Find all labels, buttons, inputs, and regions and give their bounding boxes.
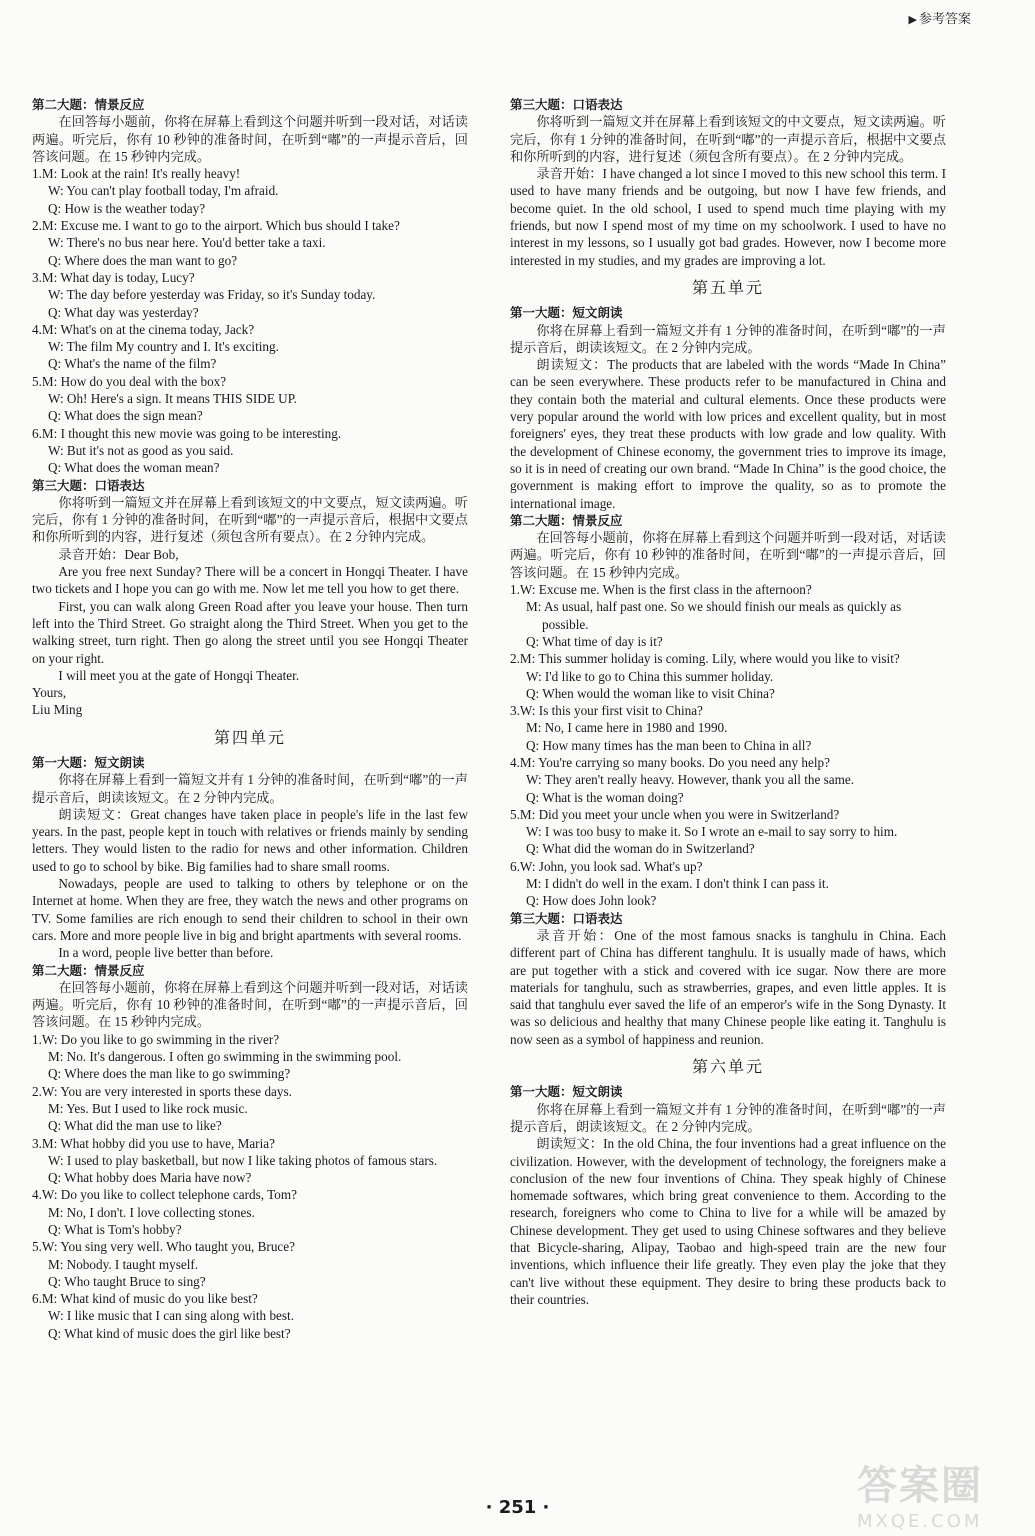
dialogue-line: 5.M: Did you meet your uncle when you were in Switzerland? xyxy=(510,806,840,822)
dialogue-line: 2.M: Excuse me. I want to go to the airport. Which bus should I take? xyxy=(32,218,400,234)
dialogue-line: 4.M: What's on at the cinema today, Jack? xyxy=(32,321,255,337)
dialogue-line: 4.M: You're carrying so many books. Do you need any help? xyxy=(510,754,830,770)
paragraph: 录音开始：I have changed a lot since I moved to this new school this term. I used to have many friends and be outgoing, but now I have few friends, and become quiet. In the old school, I used to spend much time playing with my friends, but now I spend most of my time on my schoolwork. I used to have no interest in my lessons, so I usually got bad grades. However, now I become more interested in my studies, and my grades are improving a lot. xyxy=(510,166,946,268)
watermark-line2: MXQE.COM xyxy=(857,1511,983,1532)
dialogue-line: 2.M: This summer holiday is coming. Lily, where would you like to visit? xyxy=(510,651,900,667)
dialogue-line: 3.M: What day is today, Lucy? xyxy=(32,269,195,285)
section-heading: 第二大题：情景反应 xyxy=(510,512,623,528)
dialogue-line: Q: How many times has the man been to China in all? xyxy=(526,737,812,753)
dialogue-line: Q: Where does the man like to go swimming? xyxy=(48,1066,291,1082)
paragraph: I will meet you at the gate of Hongqi Theater. xyxy=(58,667,300,683)
dialogue-line: W: There's no bus near here. You'd better take a taxi. xyxy=(48,235,326,251)
dialogue-line: W: But it's not as good as you said. xyxy=(48,442,234,458)
paragraph: 你将在屏幕上看到一篇短文并有 1 分钟的准备时间，在听到“嘟”的一声提示音后，朗读该短文。在 2 分钟内完成。 xyxy=(32,772,468,805)
section-heading: 第三大题：口语表达 xyxy=(32,477,145,493)
dialogue-line: Q: What day was yesterday? xyxy=(48,304,199,320)
dialogue-line: 6.W: John, you look sad. What's up? xyxy=(510,858,703,874)
dialogue-line: Q: What kind of music does the girl like best? xyxy=(48,1325,291,1341)
left-column xyxy=(32,96,468,1342)
dialogue-line: W: I'd like to go to China this summer holiday. xyxy=(526,668,774,684)
paragraph: Nowadays, people are used to talking to others by telephone or on the Internet at home. When they are free, they watch the news and other programs on TV. Some families are rich enough to send their children to school in their own cars. More and more people live in big and bright apartments with several rooms. xyxy=(32,876,468,943)
dialogue-line: 3.W: Is this your first visit to China? xyxy=(510,703,703,719)
section-heading: 第一大题：短文朗读 xyxy=(510,1084,623,1100)
dialogue-line: 3.M: What hobby did you use to have, Maria? xyxy=(32,1135,275,1151)
paragraph: Are you free next Sunday? There will be a concert in Hongqi Theater. I have two tickets and I hope you can go with me. Now let me tell you how to get there. xyxy=(32,564,468,597)
dialogue-line: M: No, I don't. I love collecting stones. xyxy=(48,1204,255,1220)
unit-title: 第六单元 xyxy=(691,1057,764,1077)
dialogue-line: M: Nobody. I taught myself. xyxy=(48,1256,199,1272)
paragraph: In a word, people live better than before. xyxy=(58,945,274,961)
dialogue-line: Q: Who taught Bruce to sing? xyxy=(48,1273,206,1289)
header-label: 参考答案 xyxy=(918,12,971,27)
dialogue-line: W: Oh! Here's a sign. It means THIS SIDE UP. xyxy=(48,391,297,407)
page-number: · 251 · xyxy=(485,1497,550,1518)
dialogue-line: Q: How is the weather today? xyxy=(48,200,206,216)
text-line: Yours, xyxy=(32,685,67,701)
section-heading: 第一大题：短文朗读 xyxy=(32,754,145,770)
dialogue-line: W: The day before yesterday was Friday, so it's Sunday today. xyxy=(48,287,376,303)
triangle-icon: ▶ xyxy=(908,13,917,26)
paragraph: 录音开始：Dear Bob, xyxy=(58,546,179,562)
dialogue-line: Q: What time of day is it? xyxy=(526,633,663,649)
section-heading: 第三大题：口语表达 xyxy=(510,97,623,112)
dialogue-line: 1.M: Look at the rain! It's really heavy! xyxy=(32,166,241,182)
paragraph: First, you can walk along Green Road after you leave your house. Then turn left into the Third Street. Go straight along the Third Street. When you get to the walking street, turn right. Then go along the street until you see Hongqi Theater on your right. xyxy=(32,598,468,666)
dialogue-line: M: I didn't do well in the exam. I don't think I can pass it. xyxy=(526,876,829,892)
dialogue-line: 5.W: You sing very well. Who taught you, Bruce? xyxy=(32,1239,295,1255)
dialogue-line: 6.M: What kind of music do you like best? xyxy=(32,1291,258,1307)
dialogue-line: W: I was too busy to make it. So I wrote an e-mail to say sorry to him. xyxy=(526,824,898,840)
section-heading: 第一大题：短文朗读 xyxy=(510,305,623,321)
dialogue-line: M: Yes. But I used to like rock music. xyxy=(48,1100,248,1116)
dialogue-line: 4.W: Do you like to collect telephone cards, Tom? xyxy=(32,1187,297,1203)
dialogue-line: W: You can't play football today, I'm afraid. xyxy=(48,183,279,199)
paragraph: 朗读短文：The products that are labeled with the words “Made In China” can be seen everywhere. These products refer to be manufactured in China and they contain both the material and cultural elements. Once these products were very popular around the world with low prices and excellent quality, but in most foreigners' eyes, they treat these products with low grade and low quality. With the development of Chinese economy, the government tries to improve its image, so it is in need of creating our own brand. “Made In China” is the good choice, the government is making effort to improve the quality, so as to promote the international image. xyxy=(510,357,946,511)
watermark-logo xyxy=(857,1454,1017,1532)
dialogue-line: Q: What does the sign mean? xyxy=(48,408,203,424)
dialogue-line: 5.M: How do you deal with the box? xyxy=(32,373,227,389)
dialogue-line: Q: What is the woman doing? xyxy=(526,789,684,805)
paragraph: 在回答每小题前，你将在屏幕上看到这个问题并听到一段对话，对话读两遍。听完后，你有 10 秒钟的准备时间，在听到“嘟”的一声提示音后，回答该问题。在 15 秒钟内完成。 xyxy=(32,114,468,164)
dialogue-line: W: I like music that I can sing along with best. xyxy=(48,1308,294,1324)
page-header xyxy=(909,8,971,27)
paragraph: 你将在屏幕上看到一篇短文并有 1 分钟的准备时间，在听到“嘟”的一声提示音后，朗读该短文。在 2 分钟内完成。 xyxy=(510,322,946,355)
dialogue-line: 2.W: You are very interested in sports these days. xyxy=(32,1083,292,1099)
section-heading: 第二大题：情景反应 xyxy=(32,97,145,112)
dialogue-line: Q: What is Tom's hobby? xyxy=(48,1222,182,1237)
dialogue-line: W: I used to play basketball, but now I like taking photos of famous stars. xyxy=(48,1152,438,1168)
dialogue-line: M: No, I came here in 1980 and 1990. xyxy=(526,720,728,736)
dialogue-line: 6.M: I thought this new movie was going to be interesting. xyxy=(32,425,342,441)
dialogue-line: Q: Where does the man want to go? xyxy=(48,252,238,268)
unit-title: 第五单元 xyxy=(691,277,764,297)
watermark-line1: 答案圈 xyxy=(857,1463,983,1509)
unit-title: 第四单元 xyxy=(213,727,286,747)
paragraph: 朗读短文：In the old China, the four inventions had a great influence on the civilization. However, with the development of technology, the foreigners make a conclusion of the new four inventions of China. They speak highly of Chinese homemade softwares, which bring great convenience to them. According to the research, foreigners who come to China to live for a while will be amazed by Chinese development. They get used to using Chinese softwares and they believe that Bicycle-sharing, Alipay, Taobao and high-speed train are the new four inventions, which influence their life greatly. They even play the joke that they can't live without these equipment. They desire to bring these products back to their countries. xyxy=(510,1136,946,1307)
dialogue-line: Q: When would the woman like to visit China? xyxy=(526,685,775,701)
section-heading: 第三大题：口语表达 xyxy=(510,910,623,926)
dialogue-line: W: They aren't really heavy. However, thank you all the same. xyxy=(526,772,854,788)
dialogue-line: W: The film My country and I. It's exciting. xyxy=(48,339,279,355)
dialogue-line: Q: What's the name of the film? xyxy=(48,356,217,372)
paragraph: 在回答每小题前，你将在屏幕上看到这个问题并听到一段对话，对话读两遍。听完后，你有 10 秒钟的准备时间，在听到“嘟”的一声提示音后，回答该问题。在 15 秒钟内完成。 xyxy=(32,979,468,1030)
section-heading: 第二大题：情景反应 xyxy=(32,962,145,978)
dialogue-line: 1.W: Excuse me. When is the first class in the afternoon? xyxy=(510,582,812,598)
dialogue-line: Q: What does the woman mean? xyxy=(48,460,220,476)
paragraph: 在回答每小题前，你将在屏幕上看到这个问题并听到一段对话，对话读两遍。听完后，你有 10 秒钟的准备时间，在听到“嘟”的一声提示音后，回答该问题。在 15 秒钟内完成。 xyxy=(510,530,946,580)
dialogue-line: Q: How does John look? xyxy=(526,893,657,909)
text-line: Liu Ming xyxy=(32,702,83,718)
dialogue-line: 1.W: Do you like to go swimming in the river? xyxy=(32,1031,280,1047)
dialogue-line: Q: What hobby does Maria have now? xyxy=(48,1170,252,1186)
dialogue-line: Q: What did the man use to like? xyxy=(48,1118,222,1134)
right-column xyxy=(510,96,946,1308)
paragraph: 朗读短文：Great changes have taken place in people's life in the last few years. In the past, people kept in touch with relatives or friends mainly by sending letters. They would listen to the radio for news and other information. Children used to go to school by bike. Big families had to share small rooms. xyxy=(32,806,468,874)
paragraph: 你将听到一篇短文并在屏幕上看到该短文的中文要点，短文读两遍。听完后，你有 1 分钟的准备时间，在听到“嘟”的一声提示音后，根据中文要点和你所听到的内容，进行复述（须包含所有要点）。在 2 分钟内完成。 xyxy=(32,494,468,545)
dialogue-line: M: No. It's dangerous. I often go swimming in the swimming pool. xyxy=(48,1049,402,1065)
paragraph: 你将在屏幕上看到一篇短文并有 1 分钟的准备时间，在听到“嘟”的一声提示音后，朗读该短文。在 2 分钟内完成。 xyxy=(510,1101,946,1134)
paragraph: 录音开始：One of the most famous snacks is tanghulu in China. Each different part of China has different tanghulu. It is usually made of haws, which are put together with a stick and covered with ice sugar. Now there are more materials for tanghulu, such as strawberries, grapes, and even little apples. It is said that tanghulu ever saved the life of an emperor's wife in the Song Dynasty. It was so delicious and healthy that many Chinese people like eating it. Tanghulu is now seen as a symbol of happiness and reunion. xyxy=(510,927,946,1047)
dialogue-line: M: As usual, half past one. So we should finish our meals as quickly as possible. xyxy=(526,599,902,632)
paragraph: 你将听到一篇短文并在屏幕上看到该短文的中文要点，短文读两遍。听完后，你有 1 分钟的准备时间，在听到“嘟”的一声提示音后，根据中文要点和你所听到的内容，进行复述（须包含所有要点）。在 2 分钟内完成。 xyxy=(510,114,946,164)
dialogue-line: Q: What did the woman do in Switzerland? xyxy=(526,841,755,857)
